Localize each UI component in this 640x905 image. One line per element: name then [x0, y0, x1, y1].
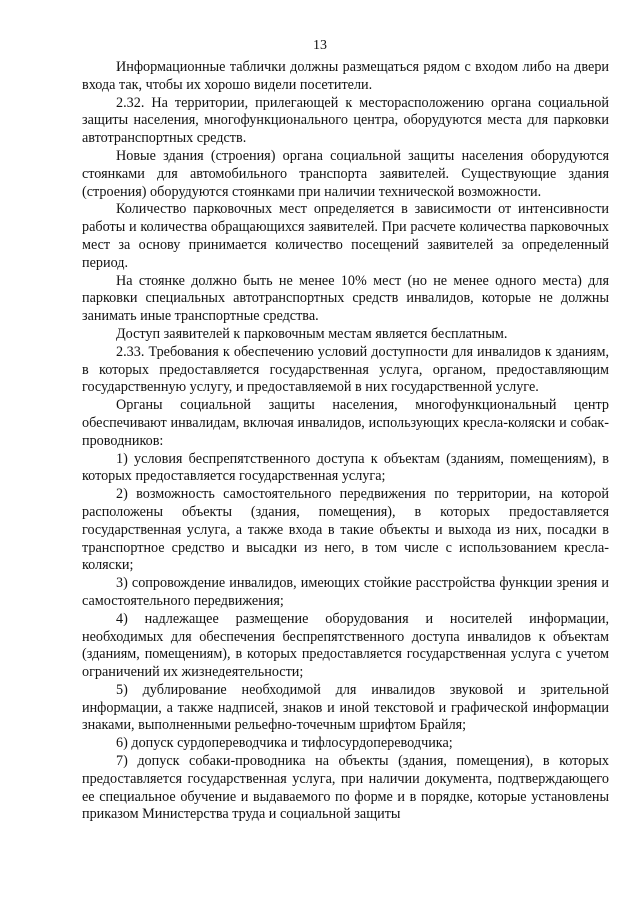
paragraph-2-33-accessibility: 2.33. Требования к обеспечению условий доступности для инвалидов к зданиям, в которых предоставляется государственная услуга, органом, предоставляющим государственную услугу, и предоставляемой в них государственной услуге.	[82, 343, 609, 396]
paragraph-disabled-parking: На стоянке должно быть не менее 10% мест (но не менее одного места) для парковки специальных автотранспортных средств инвалидов, которые не должны занимать иные транспортные средства.	[82, 272, 609, 325]
paragraph-free-access: Доступ заявителей к парковочным местам является бесплатным.	[116, 325, 508, 342]
paragraph-new-buildings: Новые здания (строения) органа социальной защиты населения оборудуются стоянками для автомобильного транспорта заявителей. Существующие здания (строения) оборудуются стоянками при наличии технической возможности.	[82, 147, 609, 200]
list-item-2: 2) возможность самостоятельного передвижения по территории, на которой расположены объекты (здания, помещения), в которых предоставляется государственная услуга, а также входа в такие объекты и выхода из них, посадки в транспортное средство и высадки из него, в том числе с использованием кресла-коляски;	[82, 486, 609, 574]
list-item-5: 5) дублирование необходимой для инвалидов звуковой и зрительной информации, а также надписей, знаков и иной текстовой и графической информации знаками, выполненными рельефно-точечным шрифтом Брайля;	[82, 681, 609, 734]
paragraph-2-32-parking-places: 2.32. На территории, прилегающей к месторасположению органа социальной защиты населения, многофункционального центра, оборудуются места для парковки автотранспортных средств.	[82, 94, 609, 147]
paragraph-bodies-provide: Органы социальной защиты населения, многофункциональный центр обеспечивают инвалидам, включая инвалидов, использующих кресла-коляски и собак-проводников:	[82, 397, 609, 449]
list-item-1: 1) условия беспрепятственного доступа к объектам (зданиям, помещениям), в которых предоставляется государственная услуга;	[82, 450, 609, 485]
list-item-4: 4) надлежащее размещение оборудования и носителей информации, необходимых для обеспечения беспрепятственного доступа инвалидов к объектам (зданиям, помещениям), в которых предоставляется государственная услуга с учетом ограничений их жизнедеятельности;	[82, 610, 609, 681]
document-body	[82, 59, 609, 824]
paragraph-info-plates: Информационные таблички должны размещаться рядом с входом либо на двери входа так, чтобы их хорошо видели посетители.	[82, 59, 609, 93]
list-item-7: 7) допуск собаки-проводника на объекты (здания, помещения), в которых предоставляется государственная услуга, при наличии документа, подтверждающего ее специальное обучение и выдаваемого по форме и в порядке, которые установлены приказом Министерства труда и социальной защиты	[82, 753, 609, 823]
list-item-3: 3) сопровождение инвалидов, имеющих стойкие расстройства функции зрения и самостоятельного передвижения;	[82, 575, 609, 609]
paragraph-parking-count: Количество парковочных мест определяется в зависимости от интенсивности работы и количества обращающихся заявителей. При расчете количества парковочных мест за основу принимается количество посещений заявителей за определенный период.	[82, 201, 609, 271]
list-item-6: 6) допуск сурдопереводчика и тифлосурдопереводчика;	[116, 735, 453, 752]
page-number: 13	[313, 38, 327, 53]
